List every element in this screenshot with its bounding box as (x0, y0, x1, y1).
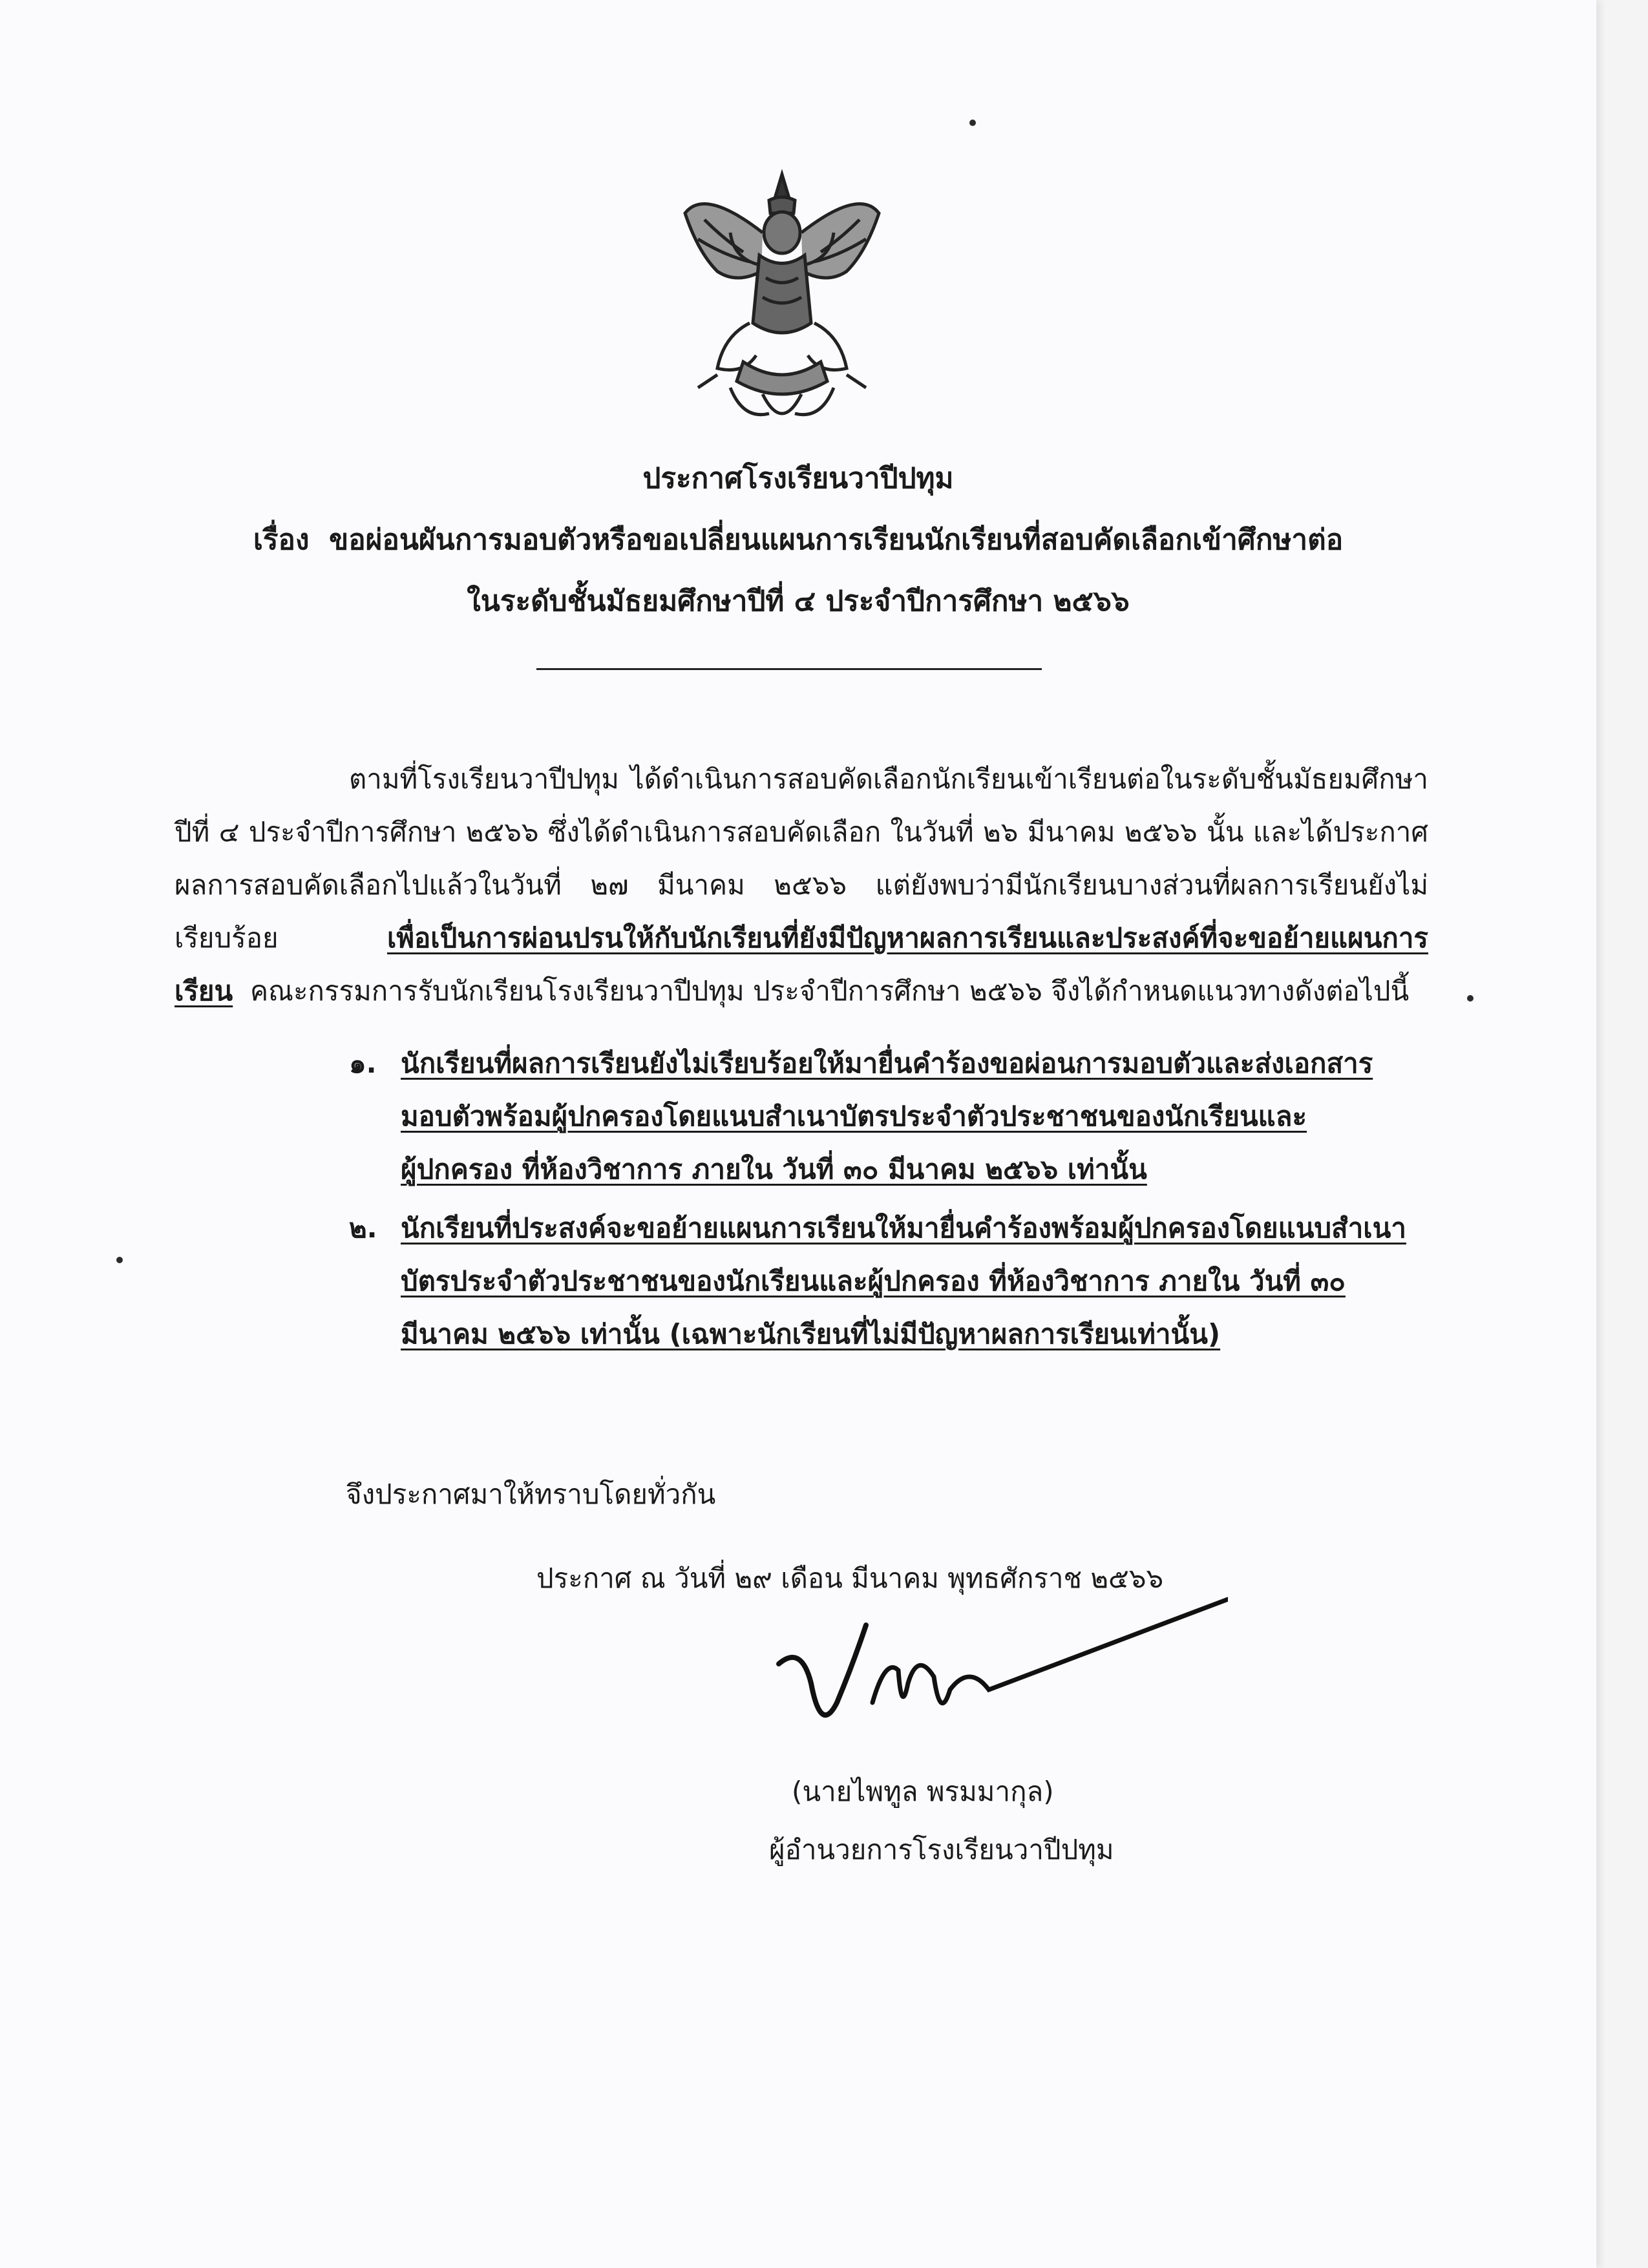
subject-text: ขอผ่อนผันการมอบตัวหรือขอเปลี่ยนแผนการเรียนนักเรียนที่สอบคัดเลือกเข้าศึกษาต่อ (329, 523, 1344, 556)
item-line: ผู้ปกครอง ที่ห้องวิชาการ ภายใน วันที่ ๓๐ มีนาคม ๒๕๖๖ เท่านั้น (401, 1153, 1147, 1185)
scan-speck (1467, 995, 1474, 1002)
item-line: บัตรประจำตัวประชาชนของนักเรียนและผู้ปกครอง ที่ห้องวิชาการ ภายใน วันที่ ๓๐ (401, 1265, 1346, 1297)
item-number: ๒. (349, 1212, 377, 1244)
paragraph-end: คณะกรรมการรับนักเรียนโรงเรียนวาปีปทุม ประจำปีการศึกษา ๒๕๖๖ จึงได้กำหนดแนวทางดังต่อไปนี้ (249, 975, 1410, 1007)
paragraph-start: ตามที่โรงเรียนวาปีปทุม ได้ดำเนินการสอบคัดเลือกนักเรียนเข้าเรียนต่อในระดับชั้นมัธยมศึกษาปีที่ ๔ ประจำปีการศึกษา ๒๕๖๖ ซึ่งได้ดำเนินการสอบคัดเลือก ในวันที่ ๒๖ มีนาคม ๒๕๖๖ นั้น และได้ประกาศผลการสอบคัดเลือกไปแล้วในวันที่ ๒๗ มีนาคม ๒๕๖๖ แต่ยังพบว่ามีนักเรียนบางส่วนที่ผลการเรียนยังไม่เรียบร้อย (174, 763, 1428, 954)
announcement-subject (0, 517, 1596, 562)
item-line: นักเรียนที่ผลการเรียนยังไม่เรียบร้อยให้มายื่นคำร้องขอผ่อนการมอบตัวและส่งเอกสาร (401, 1047, 1373, 1079)
scan-speck (969, 120, 976, 126)
signer-position: ผู้อำนวยการโรงเรียนวาปีปทุม (769, 1834, 1114, 1865)
subject-label: เรื่อง (253, 523, 310, 556)
divider-line (536, 668, 1042, 670)
signature-icon (776, 1586, 1228, 1754)
scan-speck (116, 1257, 123, 1263)
announcement-title: ประกาศโรงเรียนวาปีปทุม (642, 462, 954, 495)
item-line: มีนาคม ๒๕๖๖ เท่านั้น (เฉพาะนักเรียนที่ไม่มีปัญหาผลการเรียนเท่านั้น) (401, 1318, 1221, 1350)
item-number: ๑. (349, 1047, 377, 1079)
paragraph-emphasis: เพื่อเป็นการผ่อนปรนให้กับนักเรียนที่ยังมีปัญหาผลการเรียนและประสงค์ที่จะขอย้ายแผนการเรียน (174, 922, 1428, 1007)
item-line: มอบตัวพร้อมผู้ปกครองโดยแนบสำเนาบัตรประจำตัวประชาชนของนักเรียนและ (401, 1100, 1307, 1132)
date-line: ประกาศ ณ วันที่ ๒๙ เดือน มีนาคม พุทธศักราช ๒๕๖๖ (536, 1562, 1164, 1594)
garuda-emblem-icon (679, 162, 885, 433)
closing-text: จึงประกาศมาให้ทราบโดยทั่วกัน (346, 1478, 716, 1510)
signer-name: (นายไพทูล พรมมากุล) (792, 1776, 1054, 1807)
list-item (349, 1202, 1448, 1361)
body-paragraph (174, 753, 1428, 1018)
announcement-subject-line2: ในระดับชั้นมัธยมศึกษาปีที่ ๔ ประจำปีการศึกษา ๒๕๖๖ (467, 585, 1130, 618)
item-line: นักเรียนที่ประสงค์จะขอย้ายแผนการเรียนให้มายื่นคำร้องพร้อมผู้ปกครองโดยแนบสำเนา (401, 1212, 1406, 1244)
list-item (349, 1037, 1448, 1196)
